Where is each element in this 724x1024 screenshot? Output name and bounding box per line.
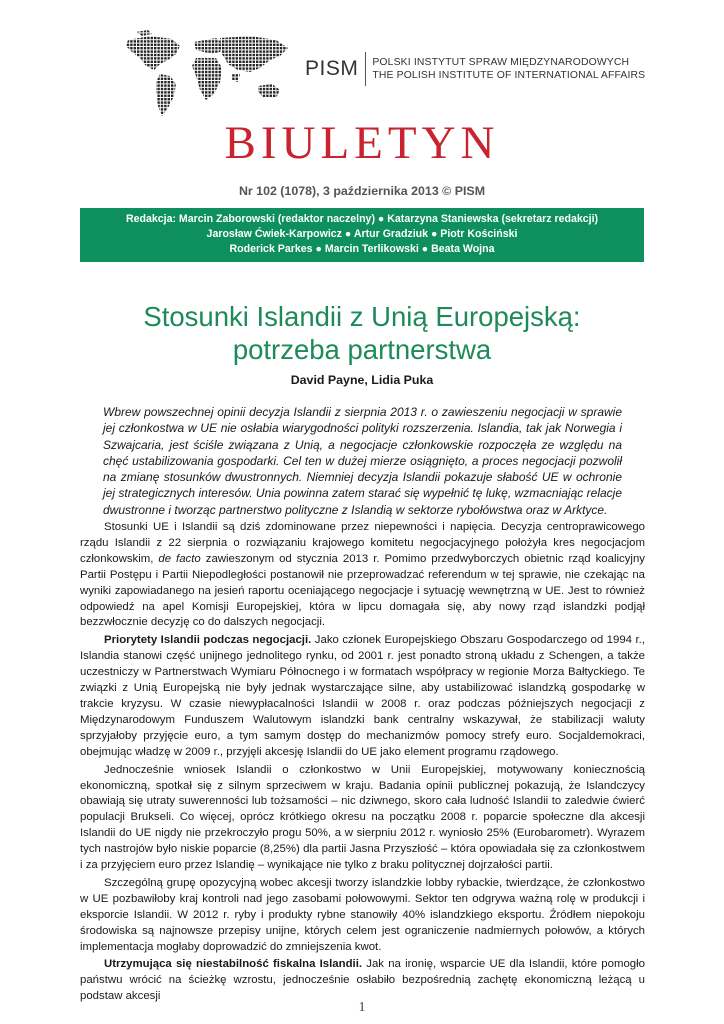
paragraph-text: zawieszonym od stycznia 2013 r. Pomimo przedwyborczych obietnic rząd koalicyjny Partii Postępu i Partii Niepodległości postanowił nie przeprowadzać referendum w tej sprawie, nie czekając na wyniki zapowiadanego na jesień raportu oceniającego negocjacje i sytuację wewnętrzną w UE. Jest to również odpowiedź na apel Komisji Europejskiej, która w lipcu domagała się, aby nowy rząd islandzki podjął bezzwłocznie decyzję co do dalszych negocjacji. — [80, 552, 645, 629]
paragraph-text: Jako członek Europejskiego Obszaru Gospodarczego od 1994 r., Islandia stanowi część unijnego jednolitego rynku, od 2001 r. jest ponadto stroną układu z Schengen, a także uczestniczy w Partnerstwach Wymiaru Północnego i w formatach współpracy w regionie Morza Bałtyckiego. Te związki z Unią Europejską nie były jednak wystarczające silne, aby ustabilizować islandzką gospodarkę w trakcie kryzysu. W czasie niewypłacalności Islandii w 2008 r. oraz podczas późniejszych negocjacji z Międzynarodowym Funduszem Walutowym islandzki bank centralny wskazywał, że stabilizacji waluty sprzyjałoby przyjęcie euro, a tym samym dostęp do mechanizmów pomocy strefy euro. Socjaldemokraci, obejmując władzę w 2009 r., przyjęli akcesję Islandii do UE jako element programu rządowego. — [80, 634, 645, 758]
abstract: Wbrew powszechnej opinii decyzja Islandii z sierpnia 2013 r. o zawieszeniu negocjacji w sprawie jej członkostwa w UE nie osłabia wiarygodności polityki rozszerzenia. Islandia, tak jak Norwegia i Szwajcaria, jest ściśle związana z Unią, a negocjacje członkowskie rozpoczęła ze względu na chęć ustabilizowania gospodarki. Cel ten w dużej mierze osiągnięto, a proces negocjacji pozwolił na zmianę stosunków dwustronnych. Niemniej decyzja Islandii pokazuje słabość UE w ochronie jej strategicznych interesów. Unia powinna zatem starać się wypełnić tę lukę, wzmacniając relacje dwustronne i tworząc partnerstwo polityczne z Islandią w sektorze rybołówstwa oraz w Arktyce. — [103, 405, 622, 517]
paragraph: Jednocześnie wniosek Islandii o członkostwo w Unii Europejskiej, motywowany koniecznością ekonomiczną, spotkał się z silnym sprzeciwem w kraju. Badania opinii publicznej pokazują, że Islandczycy obawiają się utraty suwerenności lub tożsamości – nic dziwnego, skoro cała ludność Islandii to zaledwie ćwierć populacji Brukseli. Co więcej, oprócz krótkiego okresu na początku 2008 r. poparcie społeczne dla akcesji Islandii do UE nigdy nie przekroczyło progu 50%, a w sierpniu 2012 r. wyniosło 25% (Eurobarometr). Wyrazem tych nastrojów było niskie poparcie (8,25%) dla partii Jasna Przyszłość – która opowiadała się za członkostwem i za przyjęciem euro przez Islandię – wynikające nie tylko z braku politycznej dojrzałości partii. — [80, 763, 645, 872]
article-body — [80, 520, 645, 1007]
paragraph-text: Stosunki UE i Islandii są dziś zdominowane przez niepewności i napięcia. Decyzja centroprawicowego rządu Islandii z 22 sierpnia o rozwiązaniu krajowego komitetu negocjacyjnego położyła kres negocjacjom członkowskim, — [80, 521, 645, 565]
pism-logo — [305, 52, 645, 86]
section-heading: Priorytety Islandii podczas negocjacji. — [104, 634, 312, 647]
logo-line-english: THE POLISH INSTITUTE OF INTERNATIONAL AFFAIRS — [372, 70, 646, 81]
title-line: Stosunki Islandii z Unią Europejską: — [143, 301, 581, 332]
paragraph-italic: de facto — [158, 552, 201, 565]
paragraph — [80, 520, 645, 631]
editors-line: Redakcja: Marcin Zaborowski (redaktor naczelny) ● Katarzyna Staniewska (sekretarz redakcji) — [125, 213, 599, 225]
paragraph: Szczególną grupę opozycyjną wobec akcesji tworzy islandzkie lobby rybackie, twierdzące, że członkostwo w UE pozbawiłoby kraj kontroli nad jego zasobami połowowymi. Sektor ten odgrywa ważną rolę w produkcji i eksporcie Islandii. W 2012 r. ryby i produkty rybne stanowiły 40% islandzkiego eksportu. Źródłem niepokoju środowiska są najnowsze przepisy unijne, których celem jest ograniczenie nadmiernych połowów, a których implementacja mogłaby doprowadzić do zmniejszenia kwot. — [80, 876, 645, 953]
paragraph-text: Jak na ironię, wsparcie UE dla Islandii, które pomogło państwu wrócić na ścieżkę wzrostu, jednocześnie osłabiło bezpośrednią zachętę ekonomiczną leżącą u podstaw akcesji — [80, 958, 645, 1003]
authors: David Payne, Lidia Puka — [290, 373, 434, 387]
editors-line: Jarosław Ćwiek-Karpowicz ● Artur Gradziuk ● Piotr Kościński — [206, 228, 518, 240]
section-heading: Utrzymująca się niestabilność fiskalna Islandii. — [104, 958, 363, 971]
paragraph — [80, 633, 645, 760]
logo-separator — [365, 52, 366, 86]
logo-text — [372, 56, 645, 82]
masthead: BIULETYN — [224, 117, 500, 169]
issue-line: Nr 102 (1078), 3 października 2013 © PISM — [238, 184, 486, 198]
editors-line: Roderick Parkes ● Marcin Terlikowski ● Beata Wojna — [229, 243, 495, 255]
page-number: 1 — [358, 1000, 366, 1015]
logo-word: PISM — [305, 57, 359, 80]
title-line: potrzeba partnerstwa — [232, 334, 492, 365]
editors-band — [80, 208, 644, 262]
world-map-logo — [120, 30, 292, 126]
article-title — [0, 300, 724, 366]
paragraph — [80, 957, 645, 1005]
logo-line-polish: POLSKI INSTYTUT SPRAW MIĘDZYNARODOWYCH — [372, 57, 630, 68]
